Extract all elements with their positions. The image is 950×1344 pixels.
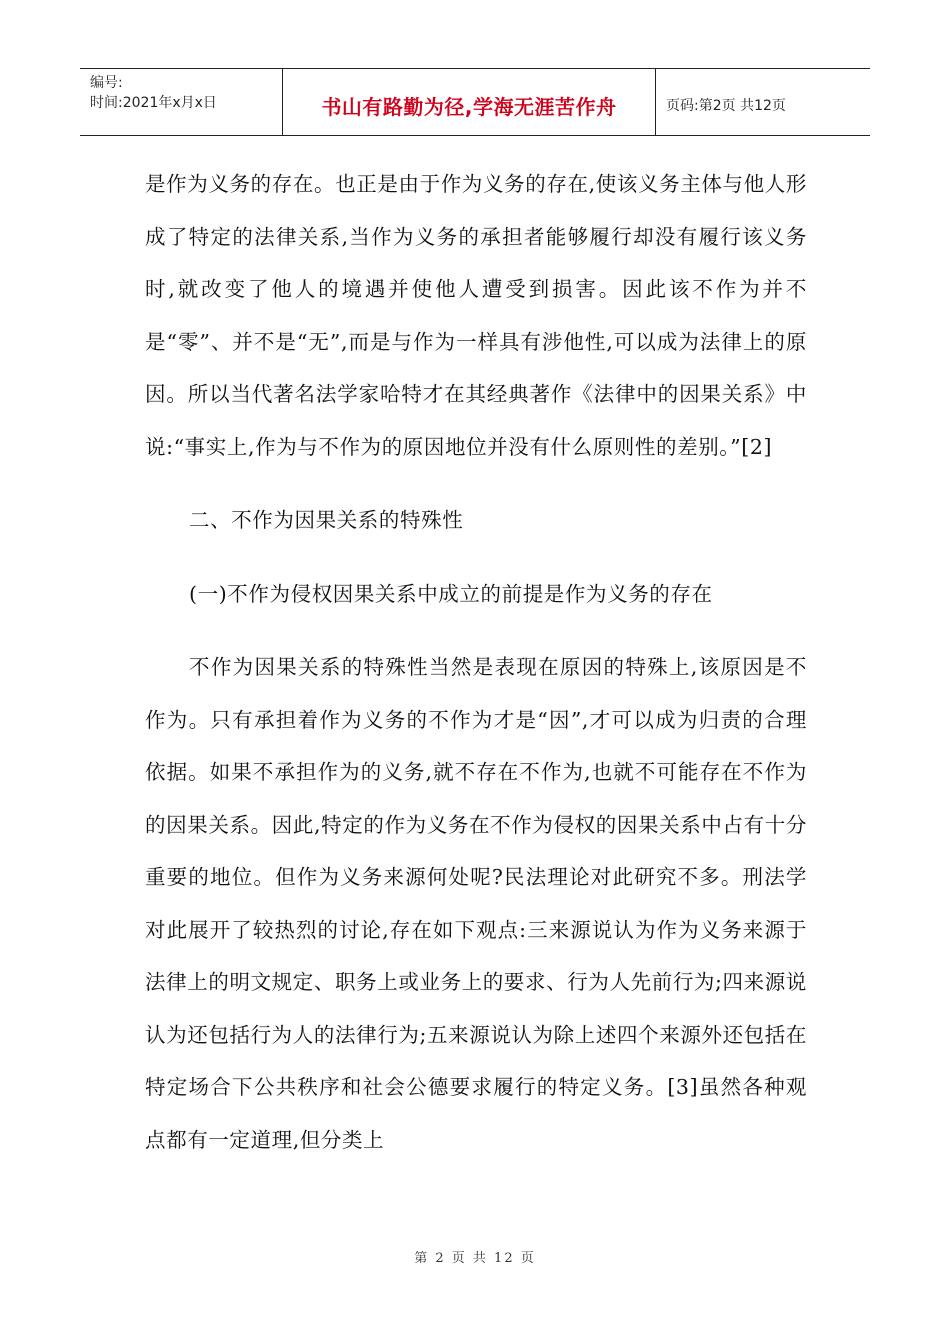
- subsection-heading: (一)不作为侵权因果关系中成立的前提是作为义务的存在: [189, 581, 713, 606]
- section-heading: 二、不作为因果关系的特殊性: [189, 508, 464, 532]
- paragraph-body: 不作为因果关系的特殊性当然是表现在原因的特殊上,该原因是不作为。只有承担着作为义务的不作为才是“因”,才可以成为归责的合理依据。如果不承担作为的义务,就不存在不作为,也就不可能存在不作为的因果关系。因此,特定的作为义务在不作为侵权的因果关系中占有十分重要的地位。但作为义务来源何处呢?民法理论对此研究不多。刑法学对此展开了较热烈的讨论,存在如下观点:三来源说认为作为义务来源于法律上的明文规定、职务上或业务上的要求、行为人先前行为;四来源说认为还包括行为人的法律行为;五来源说认为除上述四个来源外还包括在特定场合下公共秩序和社会公德要求履行的特定义务。[3]虽然各种观点都有一定道理,但分类上: [145, 655, 807, 1152]
- document-body: [145, 158, 807, 1166]
- header-motto-cell: [282, 69, 656, 135]
- motto-text: 书山有路勤为径,学海无涯苦作舟: [321, 94, 617, 119]
- page-header: [80, 68, 870, 136]
- page-footer: 第 2 页 共 12 页: [414, 1251, 536, 1266]
- paragraph-continuation: 是作为义务的存在。也正是由于作为义务的存在,使该义务主体与他人形成了特定的法律关系,当作为义务的承担者能够履行却没有履行该义务时,就改变了他人的境遇并使他人遭受到损害。因此该不作为并不是“零”、并不是“无”,而是与作为一样具有涉他性,可以成为法律上的原因。所以当代著名法学家哈特才在其经典著作《法律中的因果关系》中说:“事实上,作为与不作为的原因地位并没有什么原则性的差别。”[2]: [145, 172, 807, 459]
- header-page-cell: [656, 69, 870, 135]
- number-label: 编号:: [90, 75, 123, 91]
- page-number-label: 页码:第2页 共12页: [666, 98, 786, 114]
- header-meta-cell: [80, 69, 282, 135]
- time-label: 时间:2021年x月x日: [90, 95, 217, 111]
